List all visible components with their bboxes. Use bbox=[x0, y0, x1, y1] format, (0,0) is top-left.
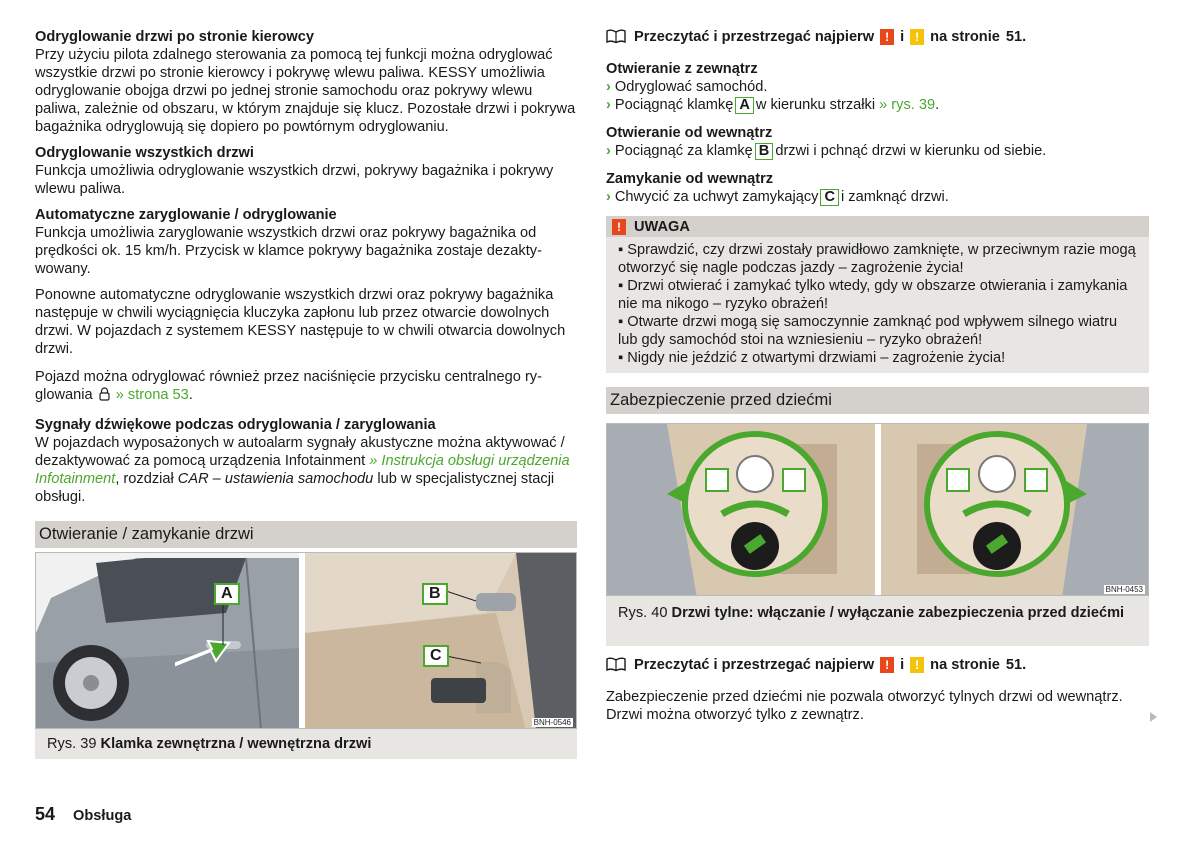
section-body: Funkcja umożliwia odryglowanie wszystkich drzwi, pokrywy bagażnika i pokrywy wlewu paliwa. bbox=[35, 163, 554, 197]
section-auto-lock bbox=[35, 206, 577, 278]
caution-icon: ! bbox=[910, 657, 924, 673]
step: › Pociągnąć klamkę A w kierunku strzałki » rys. 39. bbox=[606, 97, 940, 113]
manual-link[interactable]: » Instrukcja obsługi urządzenia Infotainment bbox=[35, 453, 570, 487]
section-all-unlock bbox=[35, 144, 577, 198]
notice-page: 51. bbox=[1005, 29, 1027, 45]
figure-code: BNH-0546 bbox=[533, 718, 571, 727]
figure-code: BNH-0453 bbox=[1105, 585, 1143, 594]
section-title: Odryglowanie wszystkich drzwi bbox=[35, 145, 254, 161]
door-handle-illustration bbox=[36, 553, 577, 729]
notice-suffix: na stronie bbox=[930, 29, 1000, 45]
chevron-right-icon: › bbox=[606, 143, 611, 159]
period: . bbox=[188, 387, 193, 403]
warning-text: Sprawdzić, czy drzwi zostały prawidłowo zamknięte, w przeciwnym razie mogą otworzyć się nagle podczas jazdy – zagrożenie życia! bbox=[618, 242, 1136, 276]
continue-arrow-icon bbox=[1150, 712, 1157, 722]
step-text: drzwi i pchnąć drzwi w kierunku od siebie. bbox=[775, 143, 1047, 159]
book-icon bbox=[606, 657, 628, 673]
notice-page: 51. bbox=[1005, 657, 1027, 673]
chapter-title: Obsługa bbox=[73, 808, 132, 824]
section-title: Otwieranie od wewnątrz bbox=[606, 125, 773, 141]
page-number: 54 bbox=[35, 804, 56, 824]
figure-40-caption bbox=[606, 596, 1149, 646]
read-first-notice bbox=[606, 656, 1149, 674]
step bbox=[606, 142, 1149, 160]
step-text: Pociągnąć klamkę bbox=[614, 97, 734, 113]
notice-suffix: na stronie bbox=[930, 657, 1000, 673]
section-header-child-lock: Zabezpieczenie przed dziećmi bbox=[606, 387, 1149, 414]
read-first-notice bbox=[606, 28, 1149, 46]
notice-and: i bbox=[900, 657, 905, 673]
label-b: B bbox=[422, 583, 448, 605]
step-text: Odryglować samochód. bbox=[614, 79, 768, 95]
section-body bbox=[35, 434, 577, 506]
right-column bbox=[606, 28, 1149, 724]
lock-icon bbox=[99, 387, 110, 406]
caption-text: Drzwi tylne: włączanie / wyłączanie zabezpieczenia przed dziećmi bbox=[671, 605, 1125, 621]
warning-text: Drzwi otwierać i zamykać tylko wtedy, gdy w obszarze otwierania i zamykania nie ma nikogo – ryzyko obrażeń! bbox=[618, 278, 1128, 312]
section-title: Zamykanie od wewnątrz bbox=[606, 171, 774, 187]
body-text: W pojazdach wyposażonych w autoalarm sygnały akustyczne można aktywować / dezaktywować za pomocą urządzenia Infotainment bbox=[35, 435, 565, 469]
section-open-outside bbox=[606, 60, 1149, 114]
chevron-right-icon: › bbox=[606, 79, 611, 95]
label-a: A bbox=[214, 583, 240, 605]
page-footer bbox=[35, 805, 131, 825]
section-close-inside bbox=[606, 170, 1149, 206]
label-b-ref: B bbox=[755, 143, 774, 160]
section-title: Automatyczne zaryglowanie / odryglowanie bbox=[35, 207, 337, 223]
caption-text: Klamka zewnętrzna / wewnętrzna drzwi bbox=[100, 736, 372, 752]
danger-icon: ! bbox=[880, 29, 894, 45]
step bbox=[606, 78, 1149, 96]
step-text: i zamknąć drzwi. bbox=[840, 189, 949, 205]
section-body: Przy użyciu pilota zdalnego sterowania za pomocą tej funkcji można odryglować wszystkie drzwi po stronie kierowcy i pokrywę wlewu paliwa. KESSY umożliwia odryglowanie obojga drzwi po jednej stronie samochodu oraz pokrywy wlewu paliwa, zależnie od obszaru, w którym znajduje się klucz. Pozostałe drzwi i pokrywa bagażnika odryglowują się dopiero po powtórnym odryglowaniu. bbox=[35, 47, 576, 135]
left-column bbox=[35, 28, 577, 759]
figure-39 bbox=[35, 552, 577, 729]
figure-link[interactable]: » rys. 39 bbox=[879, 97, 936, 113]
warning-item: ▪ Nigdy nie jeździć z otwartymi drzwiami – zagrożenie życia! bbox=[618, 350, 1006, 366]
step-text: Pociągnąć za klamkę bbox=[614, 143, 753, 159]
step bbox=[606, 188, 1149, 206]
warning-item: ▪ Drzwi otwierać i zamykać tylko wtedy, gdy w obszarze otwierania i zamykania nie ma nikogo – ryzyko obrażeń! bbox=[618, 278, 1128, 312]
paragraph-text: Pojazd można odryglować również przez naciśnięcie przycisku centralnego ryglowania bbox=[35, 369, 542, 403]
warning-title bbox=[606, 216, 1149, 237]
section-title: Otwieranie z zewnątrz bbox=[606, 61, 758, 77]
caution-icon: ! bbox=[910, 29, 924, 45]
section-open-inside bbox=[606, 124, 1149, 160]
warning-title-text: UWAGA bbox=[634, 218, 690, 235]
label-a-ref: A bbox=[735, 97, 754, 114]
warning-box bbox=[606, 216, 1149, 373]
chevron-right-icon: › bbox=[606, 189, 611, 205]
chapter-name: CAR – ustawienia samochodu bbox=[177, 471, 374, 487]
step-text: Chwycić za uchwyt zamykający bbox=[614, 189, 819, 205]
body-text: lub w specjalistycznej stacji obsługi. bbox=[35, 471, 555, 505]
child-lock-illustration bbox=[607, 424, 1149, 596]
caption-number: Rys. 39 bbox=[47, 736, 97, 752]
book-icon bbox=[606, 29, 628, 45]
figure-40 bbox=[606, 423, 1149, 596]
section-title: Sygnały dźwiękowe podczas odryglowania / zaryglowania bbox=[35, 417, 436, 433]
caption-number: Rys. 40 bbox=[618, 605, 668, 621]
paragraph-central-lock bbox=[35, 368, 577, 406]
warning-text: Otwarte drzwi mogą się samoczynnie zamknąć pod wpływem silnego wiatru lub gdy samochód stoi na wzniesieniu – ryzyko obrażeń! bbox=[618, 314, 1118, 348]
figure-39-caption bbox=[35, 729, 577, 759]
page-link[interactable]: » strona 53 bbox=[115, 387, 189, 403]
child-lock-description: Zabezpieczenie przed dziećmi nie pozwala otworzyć tylnych drzwi od wewnątrz. Drzwi można otworzyć tylko z zewnątrz. bbox=[606, 689, 1123, 723]
warning-item: ▪ Sprawdzić, czy drzwi zostały prawidłowo zamknięte, w przeciwnym razie mogą otworzyć się nagle podczas jazdy – zagrożenie życia! bbox=[618, 242, 1136, 276]
label-c: C bbox=[423, 645, 449, 667]
label-c-ref: C bbox=[820, 189, 839, 206]
warning-text: Nigdy nie jeździć z otwartymi drzwiami – zagrożenie życia! bbox=[627, 350, 1006, 366]
section-title: Odryglowanie drzwi po stronie kierowcy bbox=[35, 29, 314, 45]
step-text: w kierunku strzałki bbox=[755, 97, 876, 113]
notice-and: i bbox=[900, 29, 905, 45]
section-body: Funkcja umożliwia zaryglowanie wszystkich drzwi oraz pokrywy bagażnika od prędkości ok. 15 km/h. Przycisk w klamce pokrywy bagażnika zostaje dezaktywowany. bbox=[35, 225, 542, 277]
section-header-open-close: Otwieranie / zamykanie drzwi bbox=[35, 521, 577, 548]
section-sound-signals bbox=[35, 416, 577, 506]
notice-text: Przeczytać i przestrzegać najpierw bbox=[634, 657, 875, 673]
chevron-right-icon: › bbox=[606, 97, 611, 113]
paragraph-auto-relock: Ponowne automatyczne odryglowanie wszystkich drzwi oraz pokrywy bagażnika następuje w chwili wyciągnięcia kluczyka zapłonu lub przez otwarcie dowolnych drzwi. W pojazdach z systemem KESSY następuje to w chwili otwarcia dowolnych drzwi. bbox=[35, 287, 566, 357]
danger-icon: ! bbox=[880, 657, 894, 673]
warning-item: ▪ Otwarte drzwi mogą się samoczynnie zamknąć pod wpływem silnego wiatru lub gdy samochód stoi na wzniesieniu – ryzyko obrażeń! bbox=[618, 314, 1118, 348]
body-text: , rozdział bbox=[115, 471, 174, 487]
danger-icon: ! bbox=[612, 219, 626, 235]
section-driver-unlock bbox=[35, 28, 577, 136]
notice-text: Przeczytać i przestrzegać najpierw bbox=[634, 29, 875, 45]
